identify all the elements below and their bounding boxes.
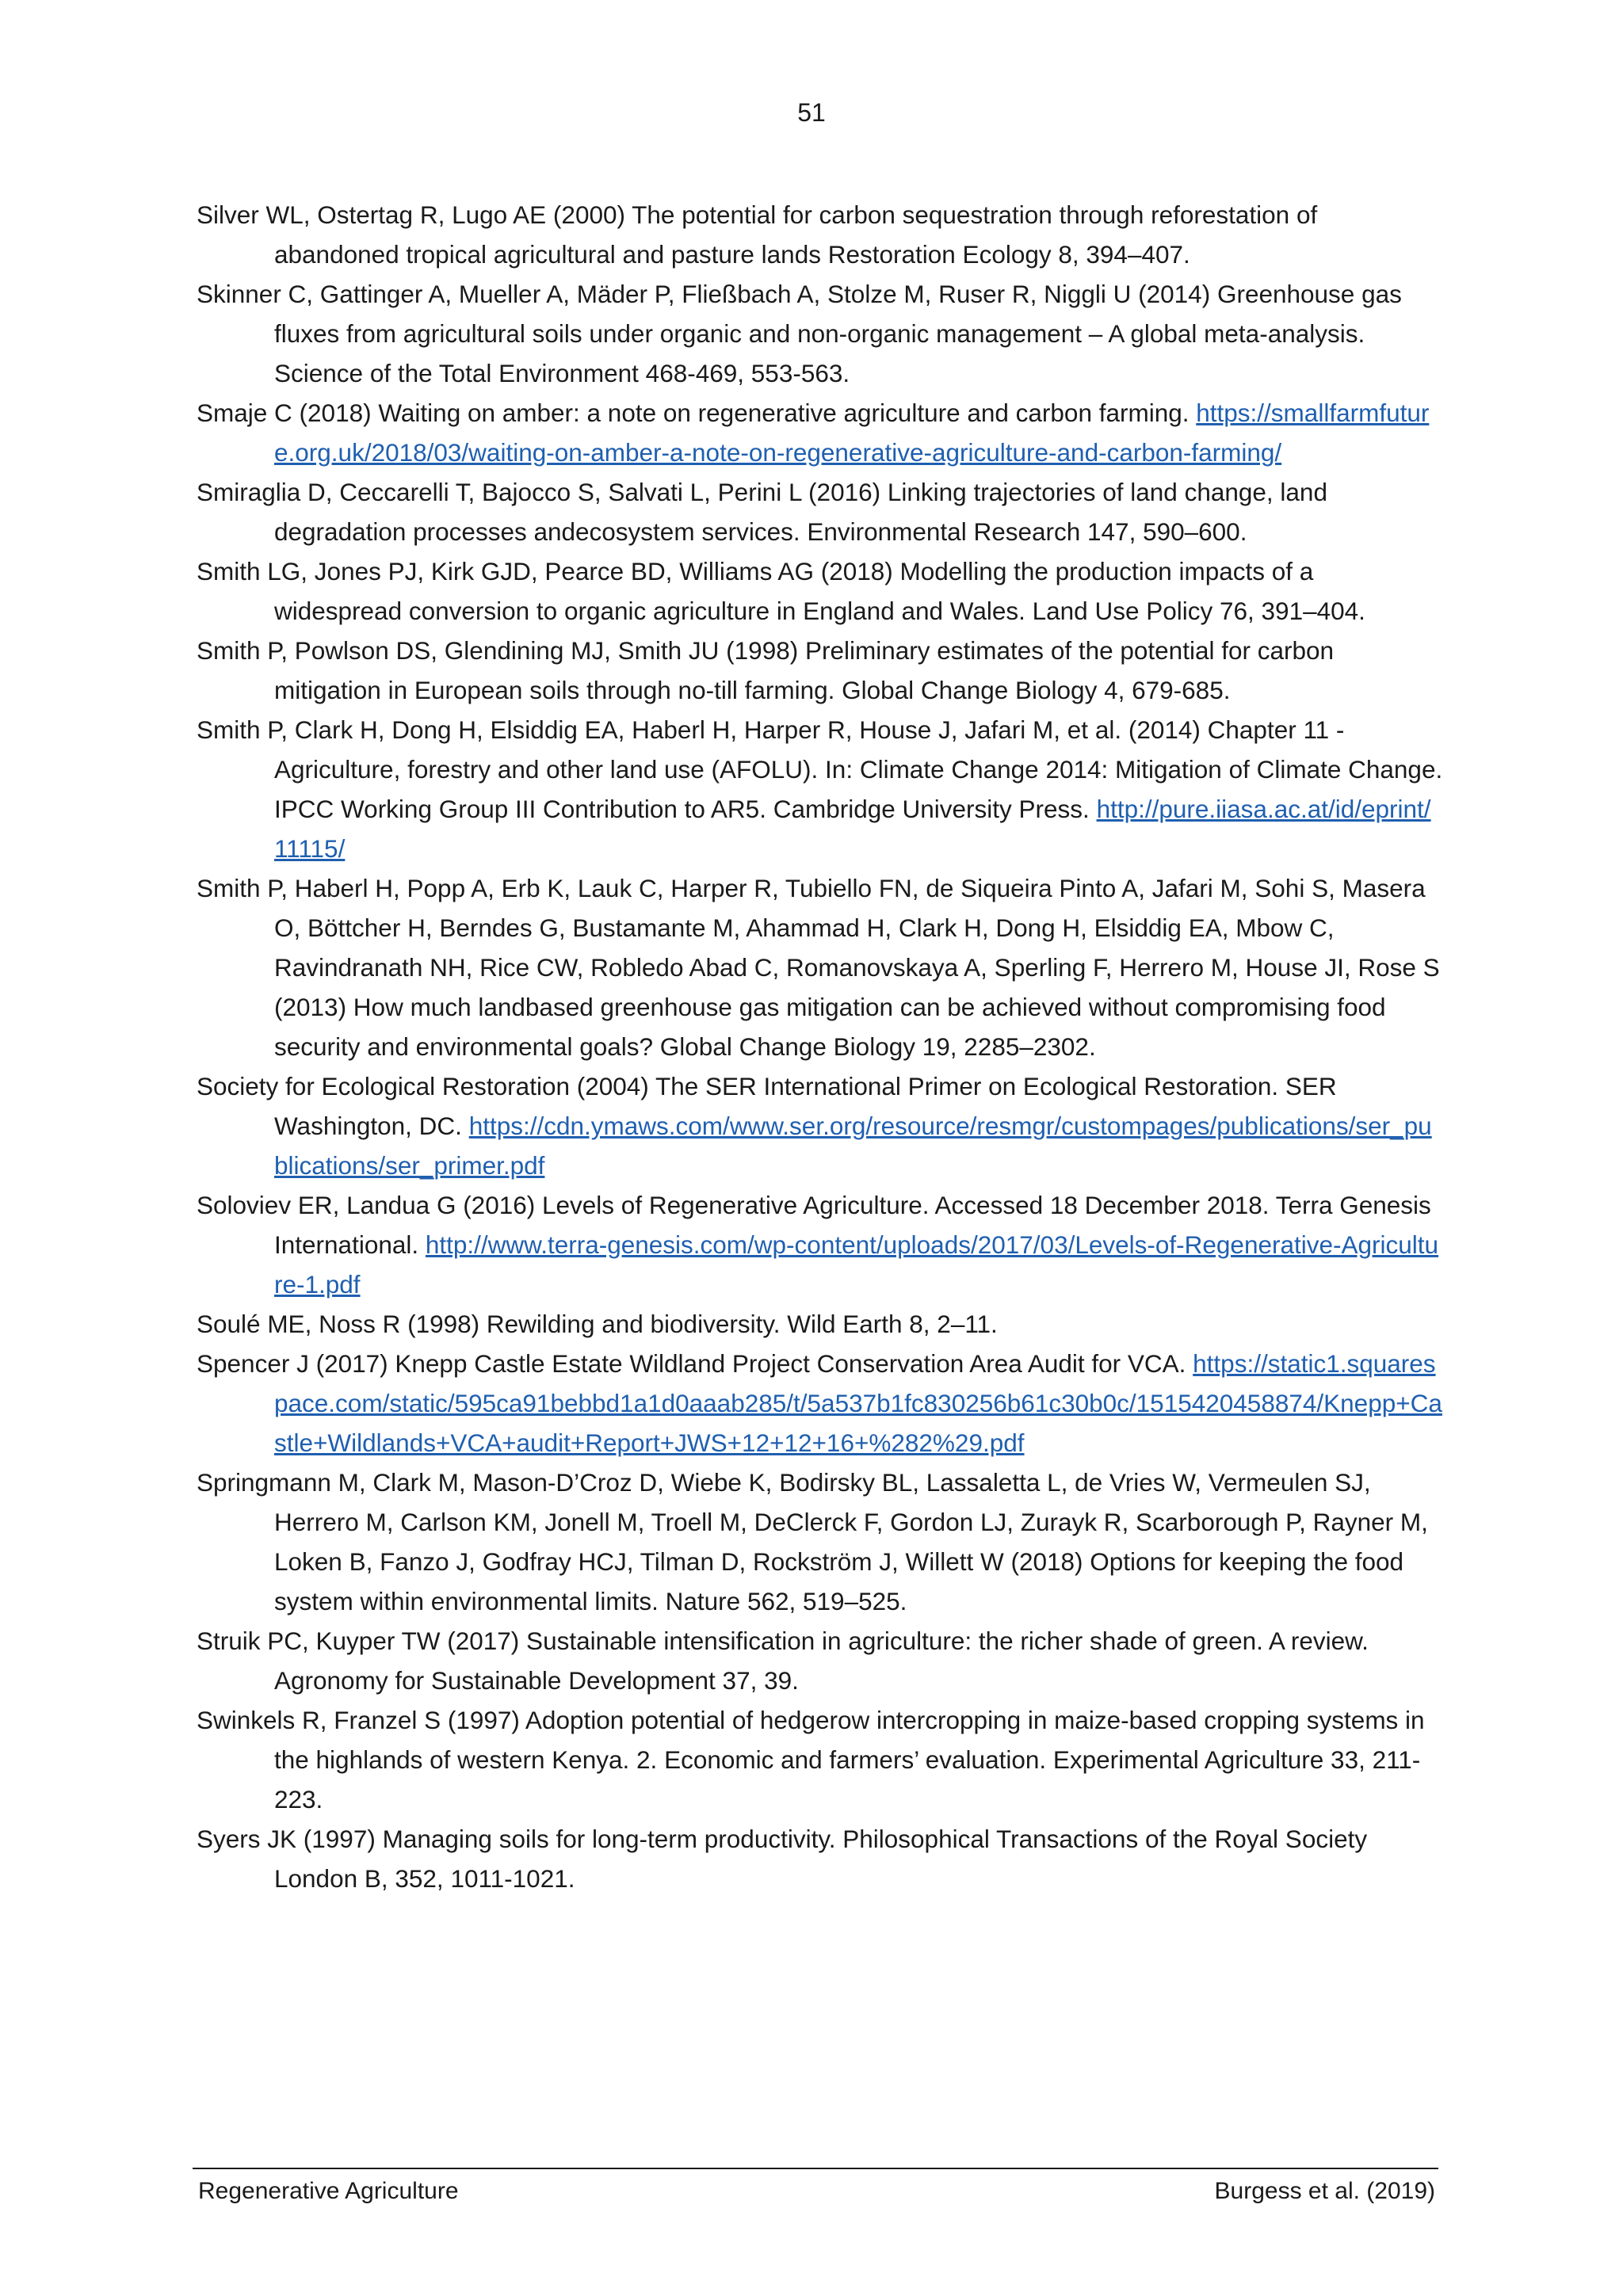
reference-link[interactable]: http://www.terra-genesis.com/wp-content/uploads/2017/03/Levels-of-Regenerative-Agriculture-1.pdf [274,1230,1439,1299]
reference-text: Smith P, Haberl H, Popp A, Erb K, Lauk C, Harper R, Tubiello FN, de Siqueira Pinto A, Jafari M, Sohi S, Masera O, Böttcher H, Berndes G, Bustamante M, Ahammad H, Clark H, Dong H, Elsiddig EA, Mbow C, Ravindranath NH, Rice CW, Robledo Abad C, Romanovskaya A, Sperling F, Herrero M, House JI, Rose S (2013) How much landbased greenhouse gas mitigation can be achieved without compromising food security and environmental goals? Global Change Biology 19, 2285–2302. [197,874,1440,1061]
reference-text: Smith P, Clark H, Dong H, Elsiddig EA, Haberl H, Harper R, House J, Jafari M, et al. (2014) Chapter 11 - Agriculture, forestry and other land use (AFOLU). In: Climate Change 2014: Mitigation of Climate Change. IPCC Working Group III Contribution to AR5. Cambridge University Press. [197,715,1443,823]
reference-struik-2017 [197,1621,1445,1700]
footer-divider [193,2168,1438,2169]
reference-soloviev-2016 [197,1185,1445,1304]
reference-smith-lg-2018 [197,551,1445,631]
reference-text: Struik PC, Kuyper TW (2017) Sustainable intensification in agriculture: the richer shade of green. A review. Agronomy for Sustainable Development 37, 39. [197,1627,1369,1695]
reference-ser-2004 [197,1066,1445,1185]
reference-smaje-2018 [197,393,1445,472]
footer-citation: Burgess et al. (2019) [1214,2178,1435,2204]
reference-text: Smiraglia D, Ceccarelli T, Bajocco S, Salvati L, Perini L (2016) Linking trajectories of land change, land degradation processes andecosystem services. Environmental Research 147, 590–600. [197,478,1327,546]
reference-text: Smaje C (2018) Waiting on amber: a note on regenerative agriculture and carbon farming. [197,399,1197,427]
reference-springmann-2018 [197,1463,1445,1621]
page-number: 51 [797,98,826,127]
reference-smith-p-2014 [197,710,1445,868]
reference-swinkels-1997 [197,1700,1445,1819]
reference-smiraglia-2016 [197,472,1445,551]
reference-link[interactable]: https://cdn.ymaws.com/www.ser.org/resource/resmgr/custompages/publications/ser_publications/ser_primer.pdf [274,1112,1432,1180]
reference-silver-2000 [197,195,1445,274]
reference-text: Syers JK (1997) Managing soils for long-term productivity. Philosophical Transactions of the Royal Society London B, 352, 1011-1021. [197,1825,1368,1893]
footer-document-title: Regenerative Agriculture [198,2178,459,2204]
reference-spencer-2017 [197,1344,1445,1463]
reference-text: Skinner C, Gattinger A, Mueller A, Mäder P, Fließbach A, Stolze M, Ruser R, Niggli U (2014) Greenhouse gas fluxes from agricultural soils under organic and non-organic management – A global meta-analysis. Science of the Total Environment 468-469, 553-563. [197,280,1402,387]
reference-text: Soulé ME, Noss R (1998) Rewilding and biodiversity. Wild Earth 8, 2–11. [197,1310,998,1338]
reference-text: Silver WL, Ostertag R, Lugo AE (2000) The potential for carbon sequestration through reforestation of abandoned tropical agricultural and pasture lands Restoration Ecology 8, 394–407. [197,200,1318,269]
reference-link[interactable]: https://static1.squarespace.com/static/595ca91bebbd1a1d0aaab285/t/5a537b1fc830256b61c30b0c/1515420458874/Knepp+Castle+Wildlands+VCA+audit+Report+JWS+12+12+16+%282%29.pdf [274,1349,1442,1457]
reference-text: Society for Ecological Restoration (2004) The SER International Primer on Ecological Restoration. SER Washington, DC. [197,1072,1337,1140]
reference-text: Smith P, Powlson DS, Glendining MJ, Smith JU (1998) Preliminary estimates of the potential for carbon mitigation in European soils through no-till farming. Global Change Biology 4, 679-685. [197,636,1335,704]
reference-text: Smith LG, Jones PJ, Kirk GJD, Pearce BD, Williams AG (2018) Modelling the production impacts of a widespread conversion to organic agriculture in England and Wales. Land Use Policy 76, 391–404. [197,557,1365,625]
reference-text: Swinkels R, Franzel S (1997) Adoption potential of hedgerow intercropping in maize-based cropping systems in the highlands of western Kenya. 2. Economic and farmers’ evaluation. Experimental Agriculture 33, 211-223. [197,1706,1425,1814]
reference-soule-1998 [197,1304,1445,1344]
reference-text: Spencer J (2017) Knepp Castle Estate Wildland Project Conservation Area Audit for VCA. [197,1349,1193,1378]
reference-text: Springmann M, Clark M, Mason-D’Croz D, Wiebe K, Bodirsky BL, Lassaletta L, de Vries W, Vermeulen SJ, Herrero M, Carlson KM, Jonell M, Troell M, DeClerck F, Gordon LJ, Zurayk R, Scarborough P, Rayner M, Loken B, Fanzo J, Godfray HCJ, Tilman D, Rockström J, Willett W (2018) Options for keeping the food system within environmental limits. Nature 562, 519–525. [197,1468,1428,1615]
reference-smith-p-1998 [197,631,1445,710]
reference-syers-1997 [197,1819,1445,1898]
reference-link[interactable]: http://pure.iiasa.ac.at/id/eprint/11115/ [274,795,1431,863]
reference-skinner-2014 [197,274,1445,393]
reference-smith-p-2013 [197,868,1445,1066]
reference-list [197,195,1445,1898]
reference-link[interactable]: https://smallfarmfuture.org.uk/2018/03/waiting-on-amber-a-note-on-regenerative-agriculture-and-carbon-farming/ [274,399,1430,467]
reference-text: Soloviev ER, Landua G (2016) Levels of Regenerative Agriculture. Accessed 18 December 2018. Terra Genesis International. [197,1191,1431,1259]
